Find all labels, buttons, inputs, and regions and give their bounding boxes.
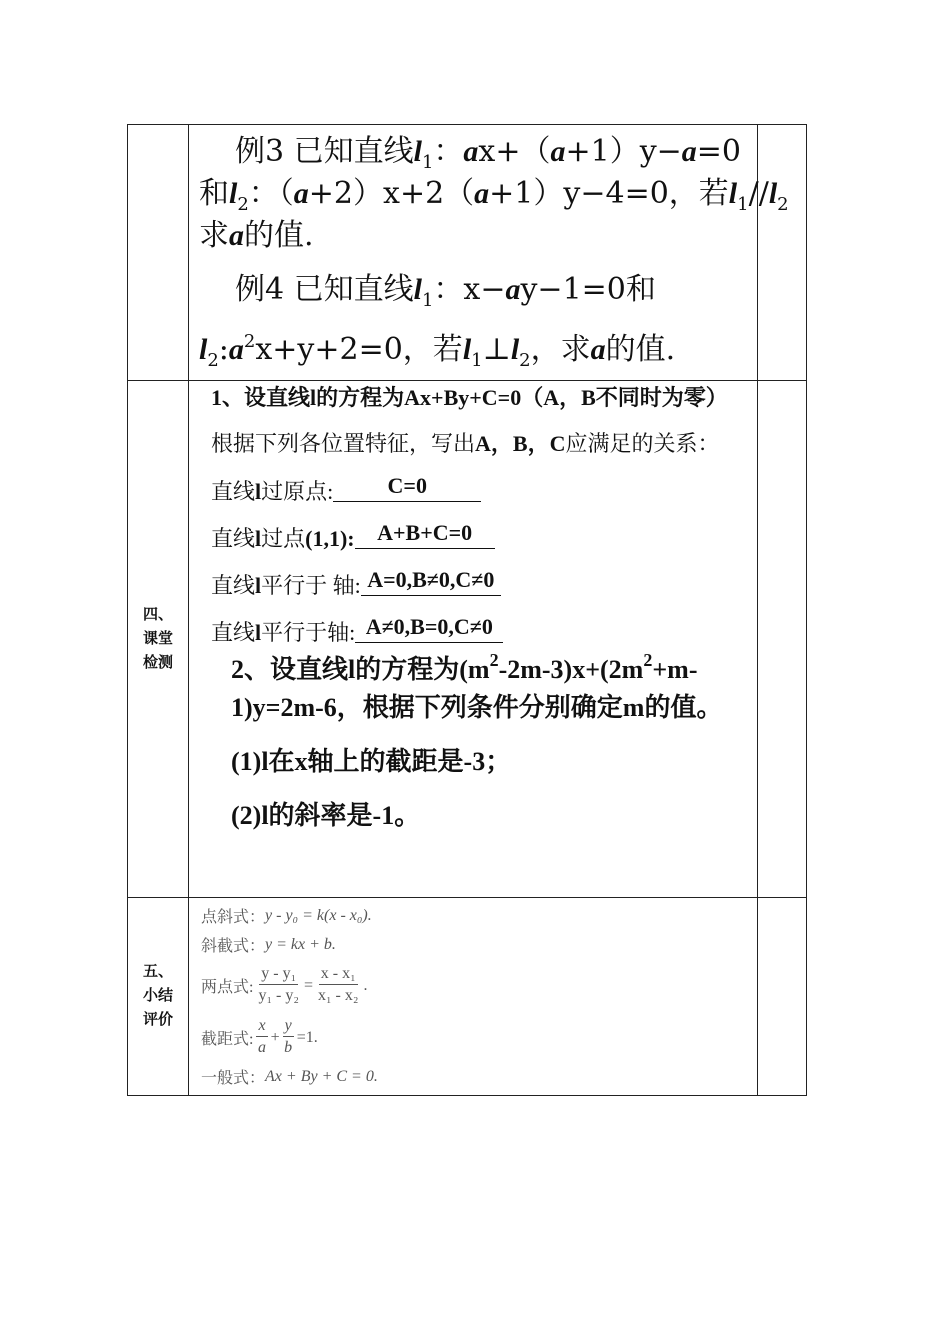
var-l: l [199, 333, 208, 366]
ex3-eq-part: +1）y− [565, 134, 682, 169]
quiz-2 [189, 651, 757, 835]
text: l [255, 620, 262, 646]
text: Ax + By + C = 0. [265, 1067, 378, 1085]
formula-general [201, 1064, 757, 1090]
var-a: a [681, 135, 697, 168]
text: x [256, 1016, 267, 1037]
text: 2、设直线 [231, 655, 349, 685]
formula-intercept [201, 1012, 757, 1064]
text: l [255, 573, 262, 599]
text: 一般式： [201, 1070, 266, 1088]
ex4-colon: : [218, 332, 229, 367]
var-l: l [229, 177, 238, 210]
text: A，B，C [475, 431, 566, 457]
text: 根据下列各位置特征，写出 [211, 431, 476, 457]
row-summary [128, 897, 807, 1095]
ex3-eq-part: +2）x+2（ [308, 176, 475, 211]
text: 的方程为 [316, 385, 405, 411]
text: -2m-3)x+(2m [498, 655, 644, 685]
text: y = kx + b. [265, 935, 336, 953]
row-class-test [128, 381, 807, 898]
text: 点斜式： [201, 909, 266, 927]
answer-blank: A≠0,B=0,C≠0 [355, 612, 503, 643]
var-l: l [413, 273, 422, 306]
example-3 [189, 125, 789, 257]
sub-2: 2 [519, 350, 531, 371]
text: l [255, 526, 262, 552]
var-l: l [413, 135, 422, 168]
var-l: l [462, 333, 472, 366]
var-l: l [728, 177, 738, 210]
text: 截距式: [201, 1031, 254, 1049]
var-a: a [228, 333, 244, 366]
ex3-find: 求 [199, 218, 229, 253]
ex4-line2 [199, 329, 757, 371]
class-test-cell [189, 381, 758, 898]
sub-1: 1 [421, 290, 434, 311]
answer-blank: C=0 [333, 471, 481, 502]
quiz1-instruction [211, 429, 747, 459]
var-a: a [229, 219, 244, 252]
var-a: a [505, 273, 521, 306]
var-l: l [510, 333, 520, 366]
formula-point-slope [201, 902, 757, 930]
text: l [310, 385, 317, 411]
text: A，B [543, 385, 596, 411]
parallel-symbol: // [748, 176, 769, 211]
text: 过原点: [261, 479, 334, 505]
sub-2: 2 [777, 194, 789, 215]
text: y [283, 1016, 294, 1037]
quiz1-item [211, 567, 747, 602]
fraction [283, 1016, 294, 1059]
text: 1、设直线 [211, 385, 311, 411]
lesson-table [127, 124, 807, 1096]
quiz2-condition-1: (1)l在x轴上的截距是-3； [231, 747, 512, 777]
summary-cell [189, 897, 758, 1095]
text: y - y₁ [259, 964, 298, 985]
text: 平行于 轴: [261, 573, 361, 599]
answer-blank: A=0,B≠0,C≠0 [361, 565, 501, 596]
text: + [270, 1028, 280, 1046]
ex3-prefix: 例3 已知直线 [235, 134, 414, 169]
row-summary-right-cell [758, 897, 807, 1095]
sub-2: 2 [207, 350, 219, 371]
text: =1. [296, 1028, 318, 1046]
text: +m- [652, 655, 698, 685]
example-4 [189, 257, 757, 371]
var-a: a [463, 135, 479, 168]
text: 直线 [211, 573, 256, 599]
text: y₁ - y₂ [258, 987, 299, 1005]
section-five-title: 评价 [142, 1011, 173, 1029]
text: 应满足的关系： [565, 431, 720, 457]
sub-1: 1 [471, 350, 483, 371]
var-a: a [293, 177, 309, 210]
ex3-line3 [199, 215, 757, 257]
var-l: l [768, 177, 778, 210]
text: 不同时为零） [595, 385, 728, 411]
text: 过点 [261, 526, 306, 552]
fraction [256, 1016, 267, 1059]
text: 平行于轴: [261, 620, 356, 646]
ex4-end: 的值. [605, 332, 676, 367]
text: a [258, 1039, 266, 1057]
ex3-eq-part: =0 [696, 134, 742, 169]
examples-cell [189, 125, 789, 381]
quiz1-intro [211, 383, 747, 413]
ex4-line1 [199, 269, 757, 311]
ex4-prefix: 例4 已知直线 [235, 272, 414, 307]
section-four-title: 检测 [142, 654, 173, 672]
text: （ [521, 385, 544, 411]
row-examples [128, 125, 807, 381]
section-four-label [128, 381, 189, 898]
row-class-test-right-cell [758, 381, 807, 898]
var-a: a [550, 135, 566, 168]
quiz-1 [189, 383, 757, 649]
perp-symbol: ⊥ [482, 332, 511, 367]
quiz1-item [211, 614, 747, 649]
quiz2-line2: 1)y=2m-6，根据下列条件分别确定m的值。 [231, 693, 723, 723]
section-five-label [128, 897, 189, 1095]
text: 斜截式： [201, 938, 266, 956]
ex3-colon: ： [433, 134, 464, 169]
ex4-eq-part: ：x− [433, 272, 506, 307]
text: l [255, 479, 262, 505]
text: 2 [643, 650, 653, 671]
text: Ax+By+C=0 [404, 385, 522, 411]
formula-two-point [201, 960, 757, 1012]
row-examples-label-cell [128, 125, 189, 381]
sup-2: 2 [243, 331, 256, 352]
section-five-num: 五、 [142, 963, 173, 981]
summary-formulas [189, 898, 757, 1090]
fraction [256, 964, 300, 1007]
ex3-and: 和 [199, 176, 229, 211]
text: 直线 [211, 479, 256, 505]
text: 2 [489, 650, 499, 671]
quiz2-condition-2: (2)l的斜率是-1。 [231, 801, 421, 831]
text: . [363, 976, 368, 994]
text: b [284, 1039, 293, 1057]
row-examples-right-cell [758, 125, 807, 381]
text: (1,1): [305, 526, 355, 552]
section-four-title: 课堂 [142, 630, 173, 648]
text: y - y₀ = k(x - x₀). [265, 906, 372, 924]
text: x₁ - x₂ [317, 987, 359, 1005]
var-a: a [474, 177, 490, 210]
text: 直线 [211, 620, 256, 646]
section-four-num: 四、 [142, 606, 173, 624]
ex4-ask: ，求 [530, 332, 591, 367]
quiz1-item [211, 473, 747, 508]
text: 的方程为(m [355, 655, 490, 685]
formula-slope-intercept [201, 930, 757, 960]
quiz1-item [211, 520, 747, 555]
answer-blank: A+B+C=0 [355, 518, 495, 549]
section-five-title: 小结 [142, 987, 173, 1005]
text: 两点式: [201, 979, 254, 997]
ex3-end: 的值. [244, 218, 314, 253]
ex3-line1 [199, 131, 757, 173]
text: l [348, 655, 356, 685]
fraction [316, 964, 360, 1007]
sub-1: 1 [737, 194, 749, 215]
ex3-eq-part: x+（ [478, 134, 551, 169]
ex3-eq-part: ：（ [248, 176, 294, 211]
var-a: a [590, 333, 606, 366]
ex3-line2 [199, 173, 789, 215]
text: x - x₁ [319, 964, 358, 985]
ex3-eq-part: +1）y−4=0，若 [489, 176, 729, 211]
sub-1: 1 [421, 152, 434, 173]
quiz2-line1 [231, 651, 753, 689]
text: 直线 [211, 526, 256, 552]
ex4-eq-part: y−1=0和 [520, 272, 656, 307]
text: = [303, 976, 313, 994]
sub-2: 2 [237, 194, 249, 215]
ex4-eq-part: x+y+2=0，若 [255, 332, 463, 367]
